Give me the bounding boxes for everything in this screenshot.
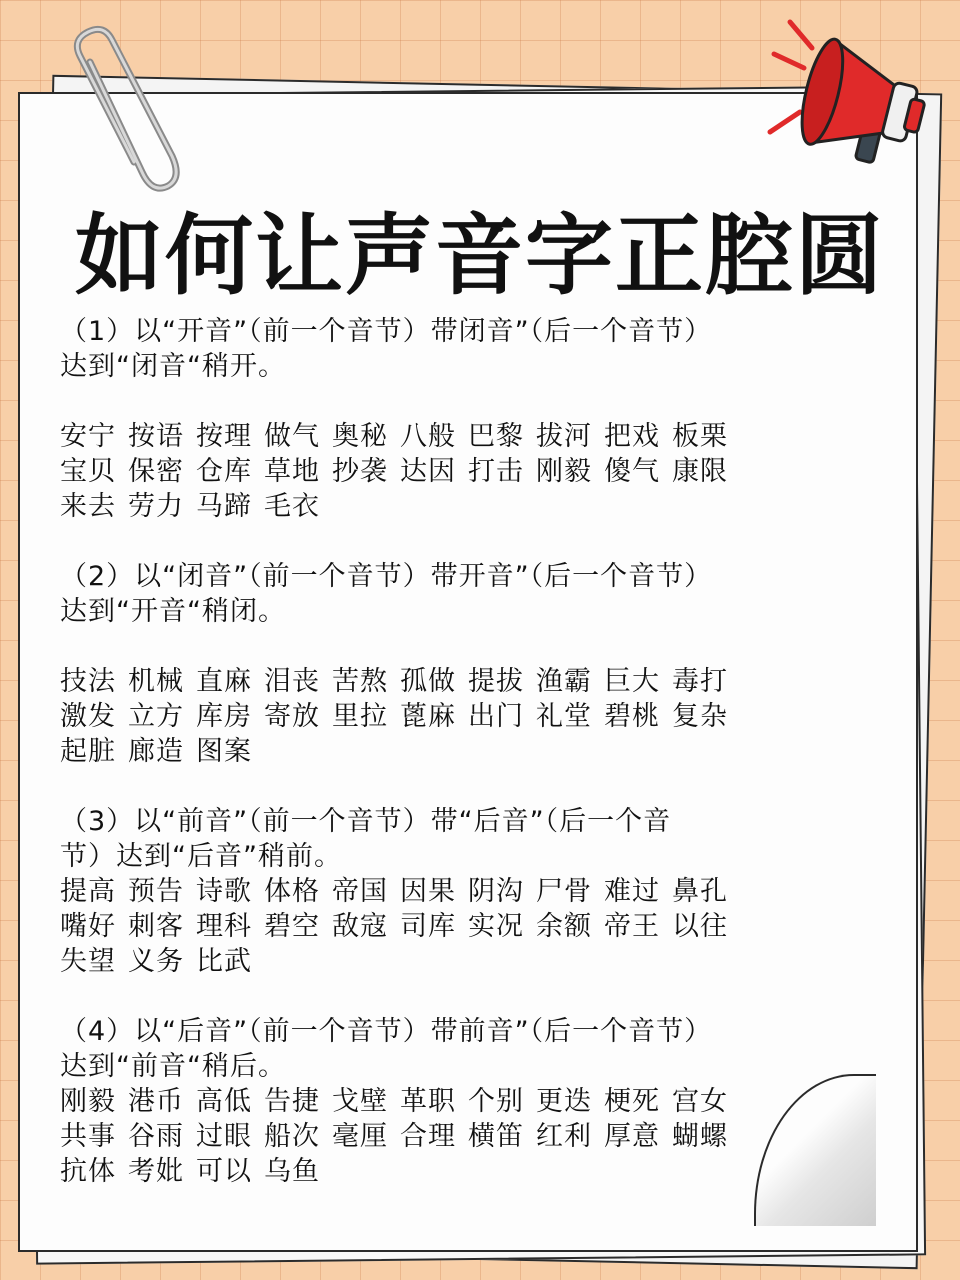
word-item: 寄放 [264,701,320,732]
word-item: 按理 [196,421,252,452]
word-item: 实况 [468,911,524,942]
word-item: 乌鱼 [264,1156,320,1187]
word-item: 理科 [196,911,252,942]
word-item: 打击 [468,456,524,487]
word-item: 把戏 [604,421,660,452]
word-item: 刚毅 [536,456,592,487]
word-item: 巨大 [604,666,660,697]
word-item: 礼堂 [536,701,592,732]
word-item: 激发 [60,701,116,732]
word-item: 港币 [128,1086,184,1117]
word-item: 宝贝 [60,456,116,487]
word-row [60,454,880,489]
word-item: 蝴螺 [672,1121,728,1152]
word-item: 草地 [264,456,320,487]
word-item: 板栗 [672,421,728,452]
word-item: 更迭 [536,1086,592,1117]
word-item: 红利 [536,1121,592,1152]
word-item: 过眼 [196,1121,252,1152]
word-item: 做气 [264,421,320,452]
word-item: 失望 [60,946,116,977]
word-item: 体格 [264,876,320,907]
word-item: 以往 [672,911,728,942]
word-item: 考妣 [128,1156,184,1187]
word-item: 毒打 [672,666,728,697]
word-item: 谷雨 [128,1121,184,1152]
word-item: 巴黎 [468,421,524,452]
word-item: 义务 [128,946,184,977]
word-item: 仓库 [196,456,252,487]
word-item: 可以 [196,1156,252,1187]
word-item: 个别 [468,1086,524,1117]
word-item: 出门 [468,701,524,732]
word-item: 孤做 [400,666,456,697]
word-item: 库房 [196,701,252,732]
rule-line: （4）以“后音”（前一个音节）带前音”（后一个音节） [60,1016,713,1047]
word-item: 提高 [60,876,116,907]
word-item: 刺客 [128,911,184,942]
word-item: 康限 [672,456,728,487]
word-item: 告捷 [264,1086,320,1117]
word-item: 帝王 [604,911,660,942]
word-item: 宫女 [672,1086,728,1117]
page-title: 如何让声音字正腔圆 [74,204,885,307]
word-item: 技法 [60,666,116,697]
rule-line: 达到“前音“稍后。 [60,1051,286,1082]
word-item: 戈壁 [332,1086,388,1117]
word-item: 船次 [264,1121,320,1152]
word-item: 里拉 [332,701,388,732]
word-row [60,1154,880,1189]
word-item: 立方 [128,701,184,732]
word-list [60,419,880,524]
word-item: 鼻孔 [672,876,728,907]
word-item: 劳力 [128,491,184,522]
section-1 [60,314,880,524]
rule-line: （3）以“前音”（前一个音节）带“后音”（后一个音 [60,806,672,837]
word-row [60,1084,880,1119]
word-item: 图案 [196,736,252,767]
word-item: 尸骨 [536,876,592,907]
word-item: 按语 [128,421,184,452]
word-item: 机械 [128,666,184,697]
word-item: 抄袭 [332,456,388,487]
word-item: 难过 [604,876,660,907]
word-row [60,419,880,454]
word-item: 傻气 [604,456,660,487]
word-item: 抗体 [60,1156,116,1187]
word-item: 余额 [536,911,592,942]
word-item: 预告 [128,876,184,907]
word-row [60,944,880,979]
word-item: 保密 [128,456,184,487]
word-item: 渔霸 [536,666,592,697]
paperclip-icon [60,22,180,202]
word-list [60,874,880,979]
word-item: 梗死 [604,1086,660,1117]
rule-line: （1）以“开音”（前一个音节）带闭音”（后一个音节） [60,316,713,347]
word-item: 起脏 [60,736,116,767]
word-row [60,664,880,699]
word-list [60,664,880,769]
rule-line: 达到“闭音“稍开。 [60,351,286,382]
word-item: 敌寇 [332,911,388,942]
word-item: 帝国 [332,876,388,907]
word-item: 司库 [400,911,456,942]
word-row [60,489,880,524]
word-item: 马蹄 [196,491,252,522]
word-item: 提拔 [468,666,524,697]
word-item: 泪丧 [264,666,320,697]
word-item: 厚意 [604,1121,660,1152]
word-item: 因果 [400,876,456,907]
rule-line: （2）以“闭音”（前一个音节）带开音”（后一个音节） [60,561,713,592]
word-row [60,1119,880,1154]
megaphone-icon [760,8,930,178]
word-item: 苦熬 [332,666,388,697]
word-list [60,1084,880,1189]
word-item: 达因 [400,456,456,487]
word-item: 八般 [400,421,456,452]
rule-line: 节）达到“后音”稍前。 [60,841,342,872]
word-item: 嘴好 [60,911,116,942]
word-item: 比武 [196,946,252,977]
word-item: 复杂 [672,701,728,732]
word-item: 来去 [60,491,116,522]
word-item: 刚毅 [60,1086,116,1117]
section-4 [60,1014,880,1189]
content-body [60,314,880,1189]
word-row [60,734,880,769]
word-item: 碧空 [264,911,320,942]
word-item: 安宁 [60,421,116,452]
word-item: 合理 [400,1121,456,1152]
word-row [60,874,880,909]
section-3 [60,804,880,979]
word-item: 高低 [196,1086,252,1117]
word-item: 毫厘 [332,1121,388,1152]
word-item: 蓖麻 [400,701,456,732]
word-item: 横笛 [468,1121,524,1152]
rule-line: 达到“开音“稍闭。 [60,596,286,627]
word-item: 碧桃 [604,701,660,732]
word-item: 共事 [60,1121,116,1152]
word-item: 奥秘 [332,421,388,452]
word-item: 革职 [400,1086,456,1117]
word-item: 拔河 [536,421,592,452]
word-row [60,699,880,734]
word-row [60,909,880,944]
word-item: 毛衣 [264,491,320,522]
word-item: 直麻 [196,666,252,697]
section-2 [60,559,880,769]
word-item: 廊造 [128,736,184,767]
word-item: 阴沟 [468,876,524,907]
word-item: 诗歌 [196,876,252,907]
